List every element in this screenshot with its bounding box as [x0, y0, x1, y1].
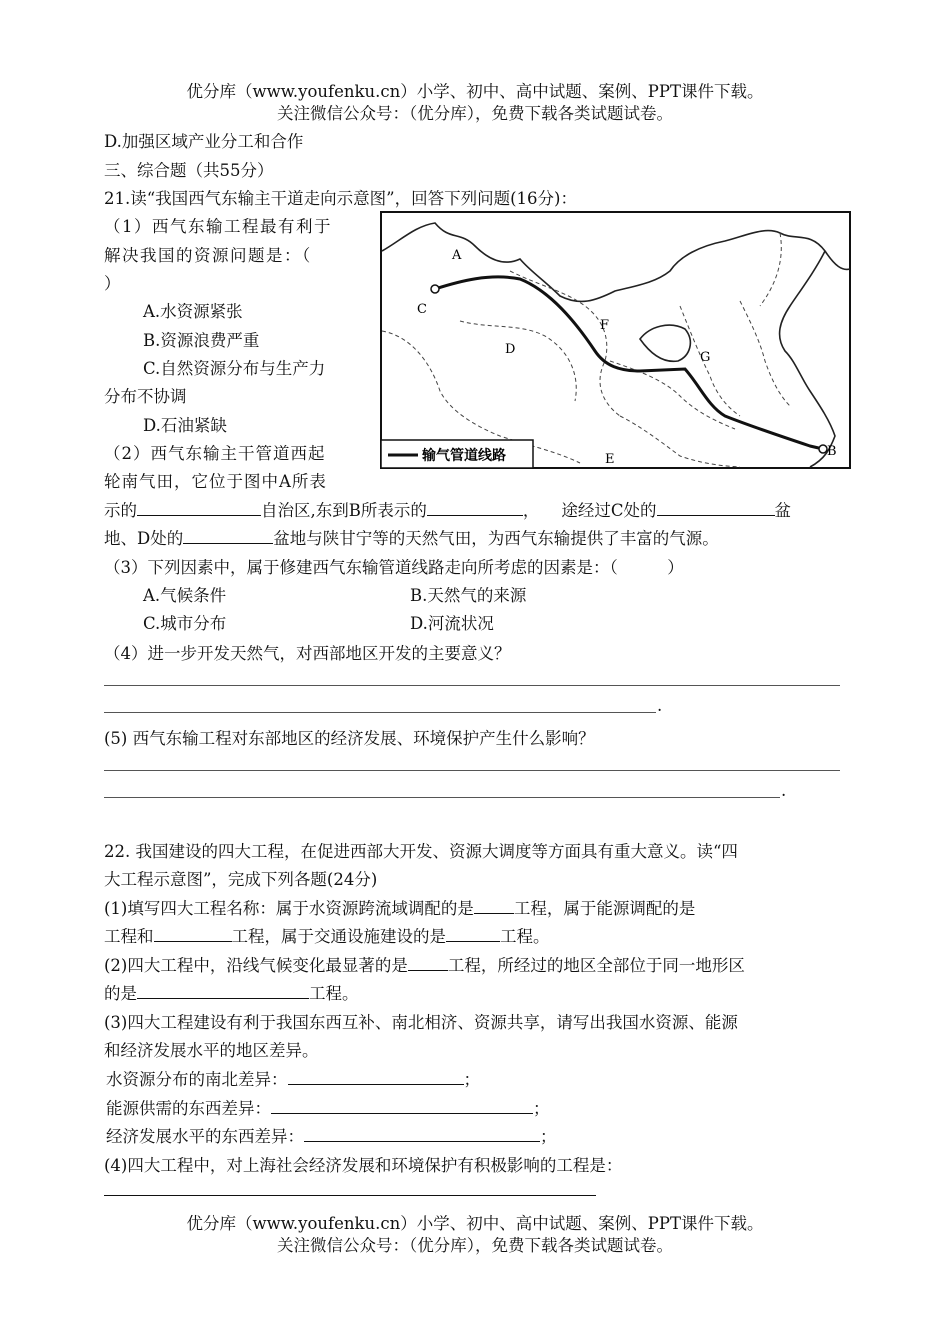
map-label-e: E	[605, 452, 615, 467]
q21-part2-line1: （2）西气东输主干管道西起	[104, 444, 326, 463]
map-label-g: G	[700, 350, 711, 365]
q22-part2-line2	[104, 980, 359, 1004]
q21-part2-text-g: 盆地与陕甘宁等的天然气田，为西气东输提供了丰富的气源。	[273, 529, 719, 548]
q22-economy-semicolon: ；	[540, 1127, 557, 1146]
q21-option-a: A.水资源紧张	[143, 302, 243, 321]
answer-line-q22-part4[interactable]	[104, 1195, 596, 1196]
previous-option-d: D.加强区域产业分工和合作	[104, 132, 304, 151]
blank-landform-project[interactable]	[137, 981, 309, 999]
q22-economy-row	[106, 1123, 557, 1147]
map-label-c: C	[417, 302, 427, 317]
q22-stem-line2: 大工程示意图”，完成下列各题(24分)	[104, 870, 378, 889]
q22-water-label: 水资源分布的南北差异：	[106, 1070, 288, 1089]
q22-part1-text-a: (1)填写四大工程名称：属于水资源跨流域调配的是	[104, 899, 474, 918]
blank-basin-c[interactable]	[657, 498, 775, 516]
q21-part3-option-c: C.城市分布	[143, 614, 227, 633]
q21-option-c-line2: 分布不协调	[104, 387, 187, 406]
q21-part3-option-a: A.气候条件	[143, 586, 227, 605]
q21-part2-text-b: 自治区,东到B所表示的	[261, 501, 427, 520]
q21-part4: （4）进一步开发天然气，对西部地区开发的主要意义？	[104, 644, 511, 663]
q22-energy-label: 能源供需的东西差异：	[106, 1099, 271, 1118]
q21-part1-line1: （1）西气东输工程最有利于	[104, 217, 332, 236]
q21-part2-text-c: ，	[522, 501, 540, 520]
blank-energy-project-2[interactable]	[154, 924, 232, 942]
q22-economy-label: 经济发展水平的东西差异：	[106, 1127, 304, 1146]
blank-water-difference[interactable]	[288, 1067, 464, 1085]
header-line-2: 关注微信公众号：（优分库），免费下载各类试题试卷。	[277, 104, 673, 123]
q22-energy-semicolon: ；	[533, 1099, 550, 1118]
q22-water-row	[106, 1066, 480, 1090]
q21-part2-text-a: 示的	[104, 501, 137, 520]
q22-part2-text-c: 的是	[104, 984, 137, 1003]
pipeline-end-point	[819, 445, 827, 453]
section-title: 三、综合题（共55分）	[104, 161, 274, 180]
q22-part1-text-b: 工程，属于能源调配的是	[513, 899, 696, 918]
q21-part5-end: .	[781, 781, 787, 800]
q22-part1-line1	[104, 895, 695, 919]
answer-line-4a[interactable]	[104, 685, 840, 686]
q21-part2-text-f: 地、D处的	[104, 529, 184, 548]
blank-climate-project[interactable]	[408, 953, 448, 971]
gas-pipeline-map	[380, 211, 851, 469]
blank-location-b[interactable]	[427, 498, 523, 516]
q22-part1-text-c: 工程和	[104, 927, 154, 946]
q21-part3-option-b: B.天然气的来源	[410, 586, 527, 605]
blank-basin-d[interactable]	[183, 526, 273, 544]
q22-part3-line1: (3)四大工程建设有利于我国东西互补、南北相济、资源共享，请写出我国水资源、能源	[104, 1013, 738, 1032]
blank-economy-difference[interactable]	[304, 1124, 540, 1142]
blank-water-project[interactable]	[474, 896, 514, 914]
q21-part2-text-d: 途经过C处的	[561, 501, 657, 520]
q22-water-semicolon: ；	[463, 1070, 480, 1089]
q21-part2-line3	[104, 497, 791, 521]
q22-energy-row	[106, 1095, 550, 1119]
q21-stem: 21.读“我国西气东输主干道走向示意图”，回答下列问题(16分)：	[104, 189, 577, 208]
blank-transport-project[interactable]	[446, 924, 500, 942]
q22-part2-text-d: 工程。	[309, 984, 359, 1003]
q21-part1-line2: 解决我国的资源问题是：（	[104, 246, 312, 265]
map-label-d: D	[505, 342, 516, 357]
q21-part3: （3）下列因素中，属于修建西气东输管道线路走向所考虑的因素是：（ ）	[104, 558, 684, 577]
q22-part1-text-e: 工程。	[500, 927, 550, 946]
q21-part2-line2: 轮南气田，它位于图中A所表	[104, 472, 327, 491]
answer-line-5b[interactable]	[104, 797, 780, 798]
q21-option-d: D.石油紧缺	[143, 416, 227, 435]
map-label-a: A	[452, 248, 462, 263]
q21-part4-end: .	[657, 696, 663, 715]
q21-part3-option-d: D.河流状况	[410, 614, 494, 633]
answer-line-5a[interactable]	[104, 770, 840, 771]
blank-energy-difference[interactable]	[271, 1096, 533, 1114]
header-line-1: 优分库（www.youfenku.cn）小学、初中、高中试题、案例、PPT课件下载。	[186, 82, 764, 101]
q22-part1-text-d: 工程，属于交通设施建设的是	[231, 927, 446, 946]
q21-option-c-line1: C.自然资源分布与生产力	[143, 359, 326, 378]
q21-option-b: B.资源浪费严重	[143, 331, 260, 350]
pipeline-start-point	[431, 285, 439, 293]
q22-part2-text-b: 工程，所经过的地区全部位于同一地形区	[447, 956, 745, 975]
q21-part2-text-e: 盆	[774, 501, 791, 520]
map-legend-text: 输气管道线路	[422, 448, 506, 464]
blank-region-a[interactable]	[137, 498, 261, 516]
q22-part1-line2	[104, 923, 550, 947]
q21-part1-line3: ）	[104, 274, 121, 293]
map-label-b: B	[827, 444, 837, 459]
q21-part5: (5) 西气东输工程对东部地区的经济发展、环境保护产生什么影响？	[104, 729, 595, 748]
q22-part3-line2: 和经济发展水平的地区差异。	[104, 1041, 319, 1060]
q22-part4: (4)四大工程中，对上海社会经济发展和环境保护有积极影响的工程是：	[104, 1156, 623, 1175]
q22-stem-line1: 22. 我国建设的四大工程，在促进西部大开发、资源大调度等方面具有重大意义。读“四	[104, 842, 738, 861]
map-label-f: F	[600, 318, 610, 333]
q22-part2-line1	[104, 952, 745, 976]
answer-line-4b[interactable]	[104, 712, 656, 713]
q21-part2-line4	[104, 525, 719, 549]
footer-line-1: 优分库（www.youfenku.cn）小学、初中、高中试题、案例、PPT课件下载。	[186, 1214, 764, 1233]
q22-part2-text-a: (2)四大工程中，沿线气候变化最显著的是	[104, 956, 408, 975]
footer-line-2: 关注微信公众号：（优分库），免费下载各类试题试卷。	[277, 1236, 673, 1255]
